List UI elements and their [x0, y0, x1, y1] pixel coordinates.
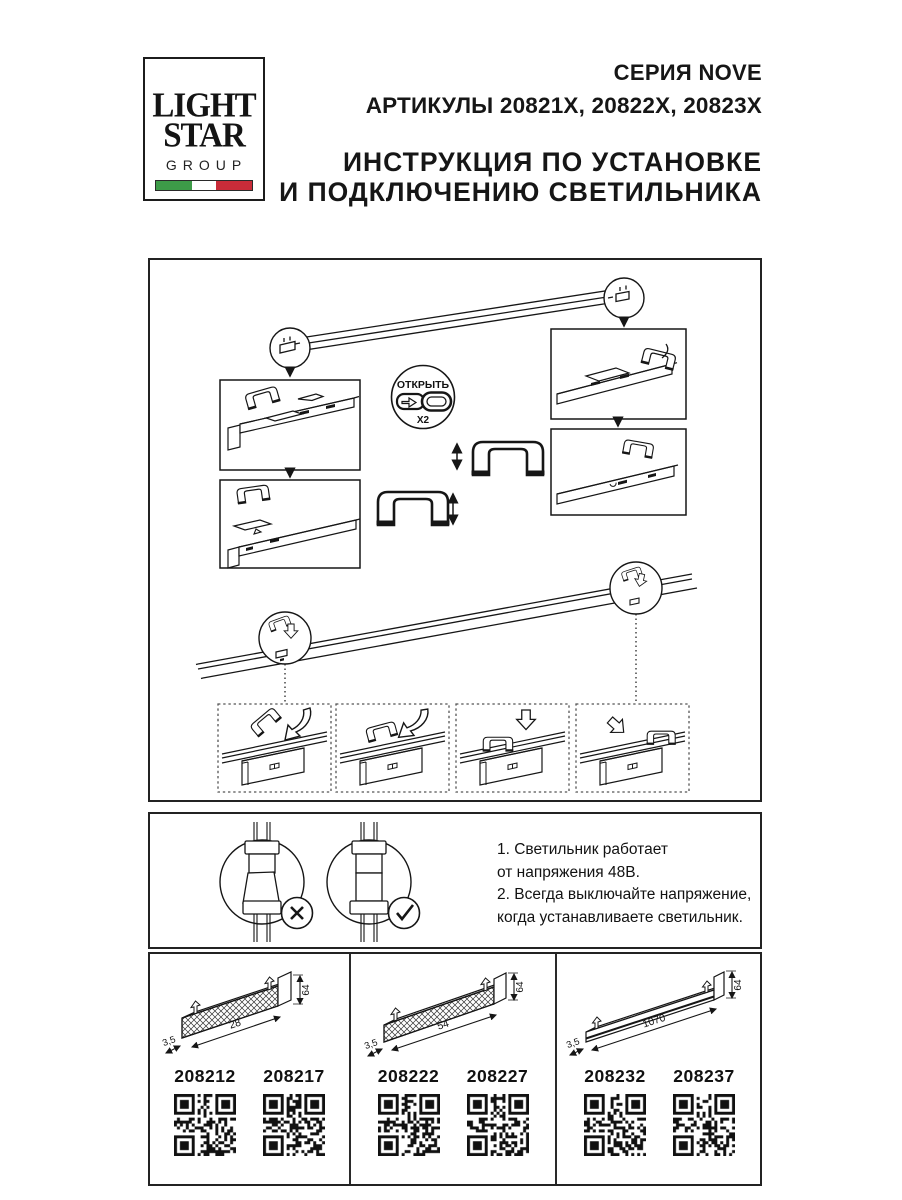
logo-word-group: GROUP — [165, 156, 248, 173]
detail-box-clip-exploded — [220, 480, 360, 568]
article-number: 208232 — [584, 1066, 646, 1086]
product-panel-1070 — [557, 954, 762, 1184]
articles-line: АРТИКУЛЫ 20821X, 20822X, 20823X — [365, 93, 762, 118]
safety-line-4: когда устанавливаете светильник. — [497, 908, 743, 926]
flag-red — [216, 181, 252, 190]
step-box-4 — [576, 704, 689, 792]
clip-drop-callout-right — [610, 562, 662, 614]
flag-green — [156, 181, 192, 190]
dim-height-28: 64 — [301, 984, 312, 996]
dim-depth-54: 3,5 — [362, 1037, 379, 1053]
track-end-callout-right — [604, 278, 644, 318]
dim-length-54: 54 — [435, 1017, 450, 1033]
slide-switch-icon — [397, 393, 451, 411]
detail-box-clip-above-track — [551, 429, 686, 515]
article-number: 208222 — [377, 1066, 440, 1086]
qr-code — [378, 1094, 440, 1156]
product-variants-panel — [148, 952, 762, 1186]
fixture-drawing-28 — [152, 954, 347, 1066]
logo-word-light: LIGHT — [152, 87, 256, 125]
clip-drop-callout-left — [259, 612, 311, 664]
step-box-1 — [218, 704, 331, 792]
dim-length-28: 28 — [227, 1016, 243, 1032]
flag-white — [192, 181, 217, 190]
dim-height-54: 64 — [514, 981, 526, 993]
clip-profile-upper — [457, 442, 545, 475]
clip-profile-lower — [377, 492, 454, 525]
italian-flag-bar — [155, 180, 253, 191]
logo-word-star: STAR — [163, 117, 245, 156]
article-number: 208217 — [263, 1066, 325, 1086]
qr-code — [584, 1094, 646, 1156]
product-panel-28 — [150, 954, 349, 1184]
wrong-orientation-diagram — [220, 822, 313, 942]
article-number: 208212 — [174, 1066, 236, 1086]
fixture-drawing-1070 — [562, 954, 757, 1066]
qr-code — [673, 1094, 735, 1156]
product-panel-54 — [351, 954, 555, 1184]
fixture-drawing-54 — [356, 954, 551, 1066]
installation-diagram — [150, 260, 760, 800]
detail-box-slide-clip — [551, 329, 686, 419]
qr-code — [263, 1094, 325, 1156]
step-box-2 — [336, 704, 449, 792]
track-end-callout-left — [270, 328, 310, 368]
lightstar-logo — [143, 57, 265, 201]
open-times: X2 — [416, 415, 430, 426]
article-number: 208237 — [673, 1066, 735, 1086]
dim-length-1070: 1070 — [641, 1011, 668, 1031]
qr-code — [174, 1094, 236, 1156]
safety-line-2: от напряжения 48В. — [497, 863, 640, 881]
qr-code — [467, 1094, 529, 1156]
header-text-block — [279, 60, 762, 207]
detail-box-clip-on-track-end — [220, 380, 360, 470]
page-title-line2: И ПОДКЛЮЧЕНИЮ СВЕТИЛЬНИКА — [279, 177, 762, 207]
step-box-3 — [456, 704, 569, 792]
safety-line-3: 2. Всегда выключайте напряжение, — [497, 886, 752, 904]
correct-orientation-diagram — [327, 822, 420, 942]
article-number: 208227 — [466, 1066, 529, 1086]
safety-panel — [148, 812, 762, 949]
dim-height-1070: 64 — [733, 979, 744, 991]
dim-depth-1070: 3,5 — [565, 1036, 582, 1052]
open-label: ОТКРЫТЬ — [396, 379, 450, 391]
safety-notes — [497, 839, 767, 929]
dim-depth-28: 3,5 — [161, 1034, 178, 1050]
page-title-line1: ИНСТРУКЦИЯ ПО УСТАНОВКЕ — [342, 147, 762, 177]
open-callout — [392, 366, 455, 429]
page-title — [279, 147, 762, 207]
safety-line-1: 1. Светильник работает — [497, 841, 668, 858]
series-title: СЕРИЯ NOVE — [613, 60, 762, 85]
installation-diagram-panel — [148, 258, 762, 802]
